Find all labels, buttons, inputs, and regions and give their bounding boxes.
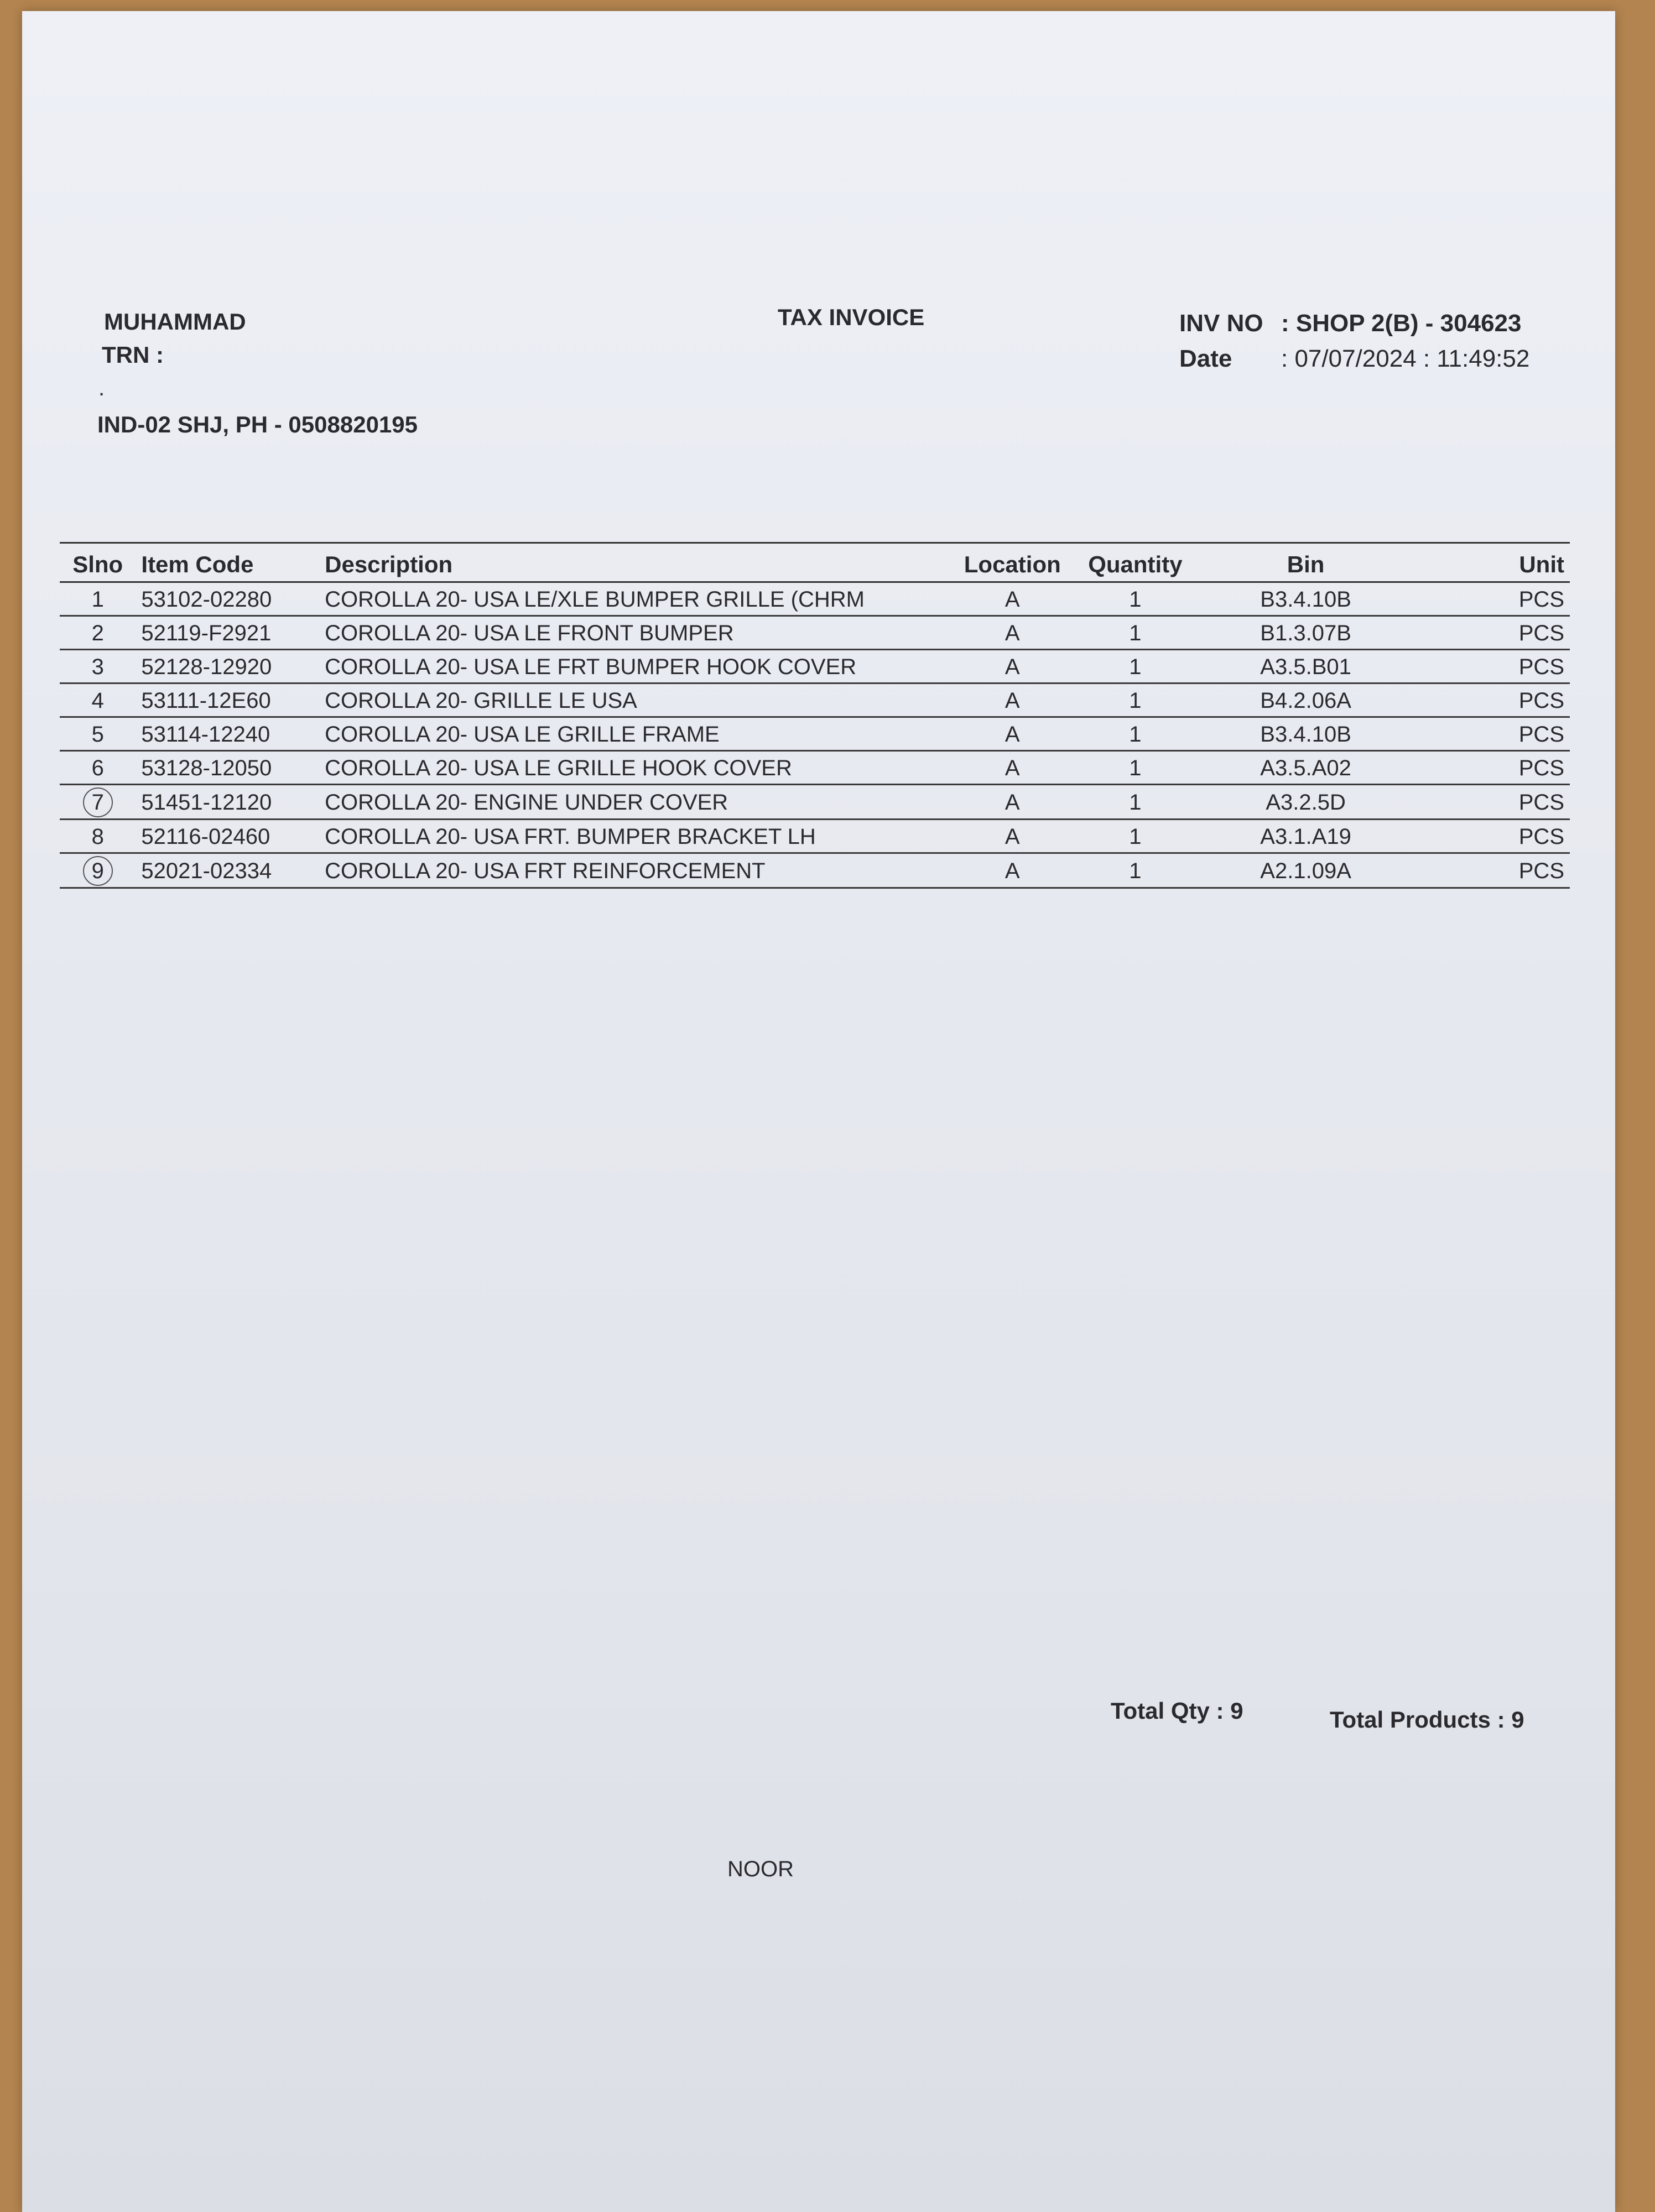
cell-quantity: 1	[1073, 616, 1198, 650]
cell-bin: A3.5.A02	[1198, 751, 1414, 785]
cell-item-code: 53102-02280	[136, 582, 319, 616]
cell-bin: B1.3.07B	[1198, 616, 1414, 650]
cell-unit: PCS	[1414, 582, 1570, 616]
table-row	[60, 650, 1570, 684]
cell-location: A	[952, 751, 1073, 785]
cell-quantity: 1	[1073, 751, 1198, 785]
cell-location: A	[952, 820, 1073, 853]
customer-name: MUHAMMAD	[104, 309, 246, 335]
cell-unit: PCS	[1414, 684, 1570, 717]
table-row	[60, 785, 1570, 820]
header-slno: Slno	[60, 543, 136, 582]
cell-item-code: 52128-12920	[136, 650, 319, 684]
table-row	[60, 616, 1570, 650]
cell-item-code: 52119-F2921	[136, 616, 319, 650]
customer-address: IND-02 SHJ, PH - 0508820195	[97, 411, 418, 437]
cell-bin: A2.1.09A	[1198, 853, 1414, 888]
header-unit: Unit	[1414, 543, 1570, 582]
inv-no-value: : SHOP 2(B) - 304623	[1281, 310, 1522, 337]
cell-location: A	[952, 785, 1073, 820]
cell-item-code: 53128-12050	[136, 751, 319, 785]
cell-quantity: 1	[1073, 820, 1198, 853]
cell-unit: PCS	[1414, 853, 1570, 888]
header-quantity: Quantity	[1073, 543, 1198, 582]
cell-quantity: 1	[1073, 582, 1198, 616]
cell-quantity: 1	[1073, 684, 1198, 717]
cell-slno: 4	[60, 684, 136, 717]
cell-location: A	[952, 717, 1073, 751]
cell-slno	[60, 853, 136, 888]
header-bin: Bin	[1198, 543, 1414, 582]
cell-description: COROLLA 20- USA LE/XLE BUMPER GRILLE (CHRM	[319, 582, 952, 616]
cell-slno: 1	[60, 582, 136, 616]
date-value: : 07/07/2024 : 11:49:52	[1281, 345, 1530, 372]
cell-description: COROLLA 20- GRILLE LE USA	[319, 684, 952, 717]
cell-bin: A3.5.B01	[1198, 650, 1414, 684]
cell-item-code: 52116-02460	[136, 820, 319, 853]
cell-bin: B4.2.06A	[1198, 684, 1414, 717]
total-qty: Total Qty : 9	[1111, 1698, 1243, 1724]
cell-bin: A3.2.5D	[1198, 785, 1414, 820]
cell-unit: PCS	[1414, 717, 1570, 751]
circled-slno: 9	[83, 856, 113, 886]
cell-item-code: 53114-12240	[136, 717, 319, 751]
cell-description: COROLLA 20- ENGINE UNDER COVER	[319, 785, 952, 820]
cell-location: A	[952, 853, 1073, 888]
cell-description: COROLLA 20- USA LE GRILLE FRAME	[319, 717, 952, 751]
cell-item-code: 51451-12120	[136, 785, 319, 820]
cell-description: COROLLA 20- USA FRT REINFORCEMENT	[319, 853, 952, 888]
cell-item-code: 53111-12E60	[136, 684, 319, 717]
cell-location: A	[952, 650, 1073, 684]
cell-slno: 5	[60, 717, 136, 751]
cell-location: A	[952, 684, 1073, 717]
trn-label: TRN :	[102, 342, 164, 368]
cell-quantity: 1	[1073, 717, 1198, 751]
cell-bin: B3.4.10B	[1198, 717, 1414, 751]
document-title: TAX INVOICE	[778, 304, 925, 330]
cell-unit: PCS	[1414, 820, 1570, 853]
cell-unit: PCS	[1414, 616, 1570, 650]
inv-no-label: INV NO	[1179, 310, 1263, 337]
total-products: Total Products : 9	[1330, 1707, 1524, 1733]
cell-description: COROLLA 20- USA FRT. BUMPER BRACKET LH	[319, 820, 952, 853]
cell-unit: PCS	[1414, 650, 1570, 684]
table-row	[60, 684, 1570, 717]
cell-quantity: 1	[1073, 650, 1198, 684]
cell-item-code: 52021-02334	[136, 853, 319, 888]
cell-quantity: 1	[1073, 785, 1198, 820]
table-row	[60, 717, 1570, 751]
table-row	[60, 751, 1570, 785]
cell-bin: A3.1.A19	[1198, 820, 1414, 853]
cell-location: A	[952, 616, 1073, 650]
cell-description: COROLLA 20- USA LE FRONT BUMPER	[319, 616, 952, 650]
cell-slno: 2	[60, 616, 136, 650]
header-location: Location	[952, 543, 1073, 582]
cell-unit: PCS	[1414, 751, 1570, 785]
table-header-row	[60, 543, 1570, 582]
cell-quantity: 1	[1073, 853, 1198, 888]
cell-description: COROLLA 20- USA LE GRILLE HOOK COVER	[319, 751, 952, 785]
cell-unit: PCS	[1414, 785, 1570, 820]
cell-location: A	[952, 582, 1073, 616]
invoice-paper	[22, 11, 1615, 2212]
circled-slno: 7	[83, 787, 113, 817]
cell-slno: 8	[60, 820, 136, 853]
date-label: Date	[1179, 345, 1232, 372]
cell-slno	[60, 785, 136, 820]
cell-slno: 3	[60, 650, 136, 684]
table-row	[60, 853, 1570, 888]
signature-name: NOOR	[727, 1857, 794, 1881]
table-row	[60, 820, 1570, 853]
header-description: Description	[319, 543, 952, 582]
cell-description: COROLLA 20- USA LE FRT BUMPER HOOK COVER	[319, 650, 952, 684]
header-item-code: Item Code	[136, 543, 319, 582]
cell-bin: B3.4.10B	[1198, 582, 1414, 616]
table-row	[60, 582, 1570, 616]
cell-slno: 6	[60, 751, 136, 785]
dot-mark: .	[98, 376, 105, 400]
items-table	[60, 542, 1570, 889]
